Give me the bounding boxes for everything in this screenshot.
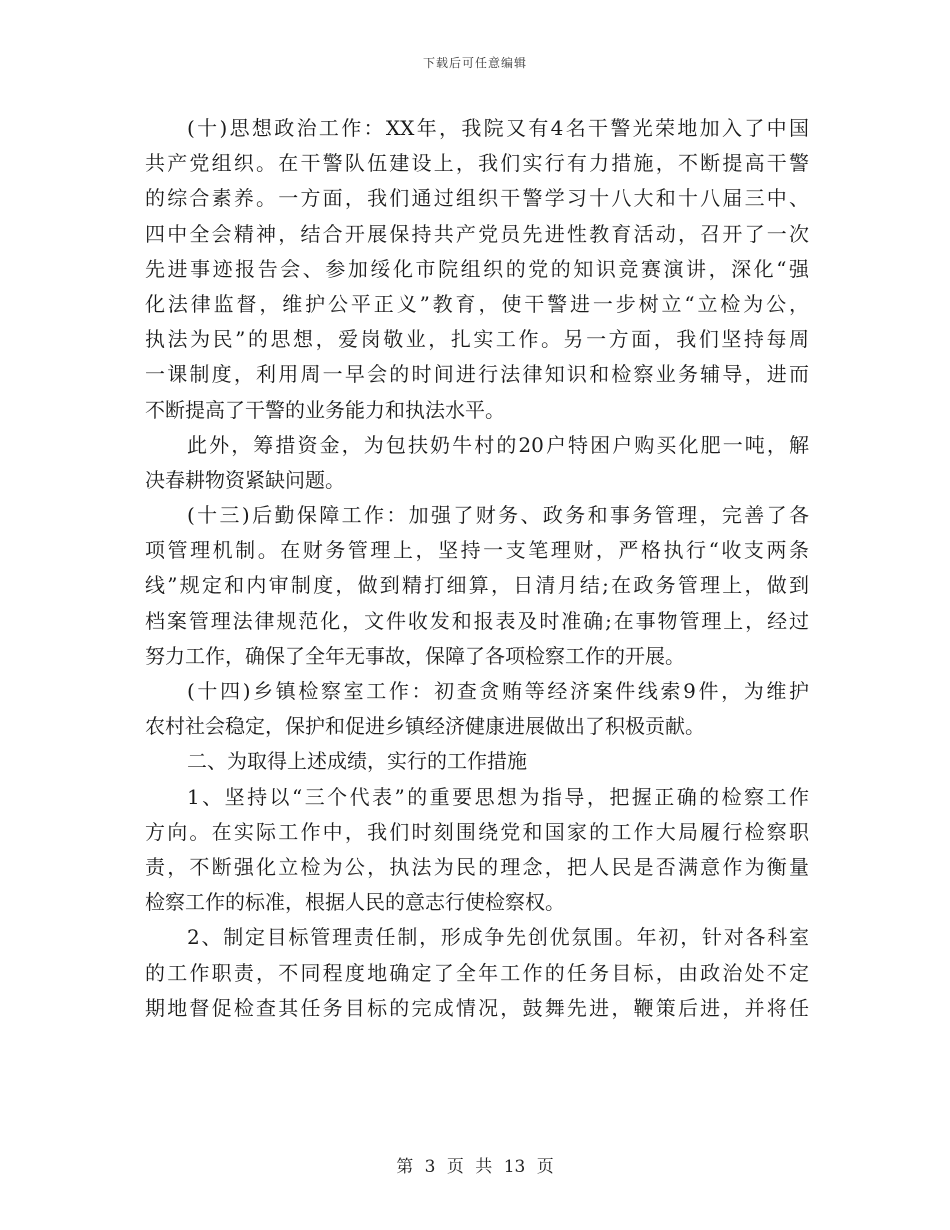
paragraph [145, 920, 809, 1026]
text-line: 化法律监督，维护公平正义”教育，使干警进一步树立“立检为公， [145, 291, 809, 316]
text-line: (十)思想政治工作：XX年，我院又有4名干警光荣地加入了中国 [187, 116, 809, 140]
text-line: 努力工作，确保了全年无事故，保障了各项检察工作的开展。 [145, 643, 685, 668]
text-line: 检察工作的标准，根据人民的意志行使检察权。 [145, 890, 565, 915]
text-line: 四中全会精神，结合开展保持共产党员先进性教育活动，召开了一次 [145, 221, 809, 246]
paragraph [145, 111, 809, 428]
text-line: 的工作职责，不同程度地确定了全年工作的任务目标，由政治处不定 [145, 960, 809, 985]
text-line: 档案管理法律规范化，文件收发和报表及时准确;在事物管理上，经过 [145, 608, 809, 633]
paragraph [145, 674, 809, 744]
text-line: 的综合素养。一方面，我们通过组织干警学习十八大和十八届三中、 [145, 186, 809, 211]
text-line: 责，不断强化立检为公，执法为民的理念，把人民是否满意作为衡量 [145, 854, 809, 879]
text-line: 二、为取得上述成绩，实行的工作措施 [187, 749, 527, 774]
page-footer: 第 3 页 共 13 页 [396, 1157, 554, 1177]
section-heading [145, 744, 809, 779]
paragraph [145, 780, 809, 921]
text-line: 项管理机制。在财务管理上，坚持一支笔理财，严格执行“收支两条 [145, 538, 809, 563]
paragraph [145, 498, 809, 674]
text-line: 此外，筹措资金，为包扶奶牛村的20户特困户购买化肥一吨，解 [187, 432, 809, 457]
paragraph [145, 428, 809, 498]
text-line: 不断提高了干警的业务能力和执法水平。 [145, 397, 505, 422]
text-line: 共产党组织。在干警队伍建设上，我们实行有力措施，不断提高干警 [145, 151, 809, 176]
text-line: 先进事迹报告会、参加绥化市院组织的党的知识竞赛演讲，深化“强 [145, 256, 809, 281]
text-line: 一课制度，利用周一早会的时间进行法律知识和检察业务辅导，进而 [145, 362, 809, 387]
text-line: (十三)后勤保障工作：加强了财务、政务和事务管理，完善了各 [187, 503, 809, 528]
page-header: 下载后可任意编辑 [422, 56, 527, 70]
text-line: 执法为民”的思想，爱岗敬业，扎实工作。另一方面，我们坚持每周 [145, 327, 809, 352]
text-line: 期地督促检查其任务目标的完成情况，鼓舞先进，鞭策后进，并将任 [145, 995, 809, 1020]
text-line: 方向。在实际工作中，我们时刻围绕党和国家的工作大局履行检察职 [145, 819, 809, 844]
text-line: 决春耕物资紧缺问题。 [145, 467, 345, 492]
text-line: 2、制定目标管理责任制，形成争先创优氛围。年初，针对各科室 [187, 925, 809, 950]
text-line: 线”规定和内审制度，做到精打细算，日清月结;在政务管理上，做到 [145, 573, 809, 598]
text-line: (十四)乡镇检察室工作：初查贪贿等经济案件线索9件，为维护 [187, 679, 809, 703]
document-body [145, 111, 809, 1026]
text-line: 农村社会稳定，保护和促进乡镇经济健康进展做出了积极贡献。 [145, 714, 705, 739]
text-line: 1、坚持以“三个代表”的重要思想为指导，把握正确的检察工作 [187, 784, 809, 809]
